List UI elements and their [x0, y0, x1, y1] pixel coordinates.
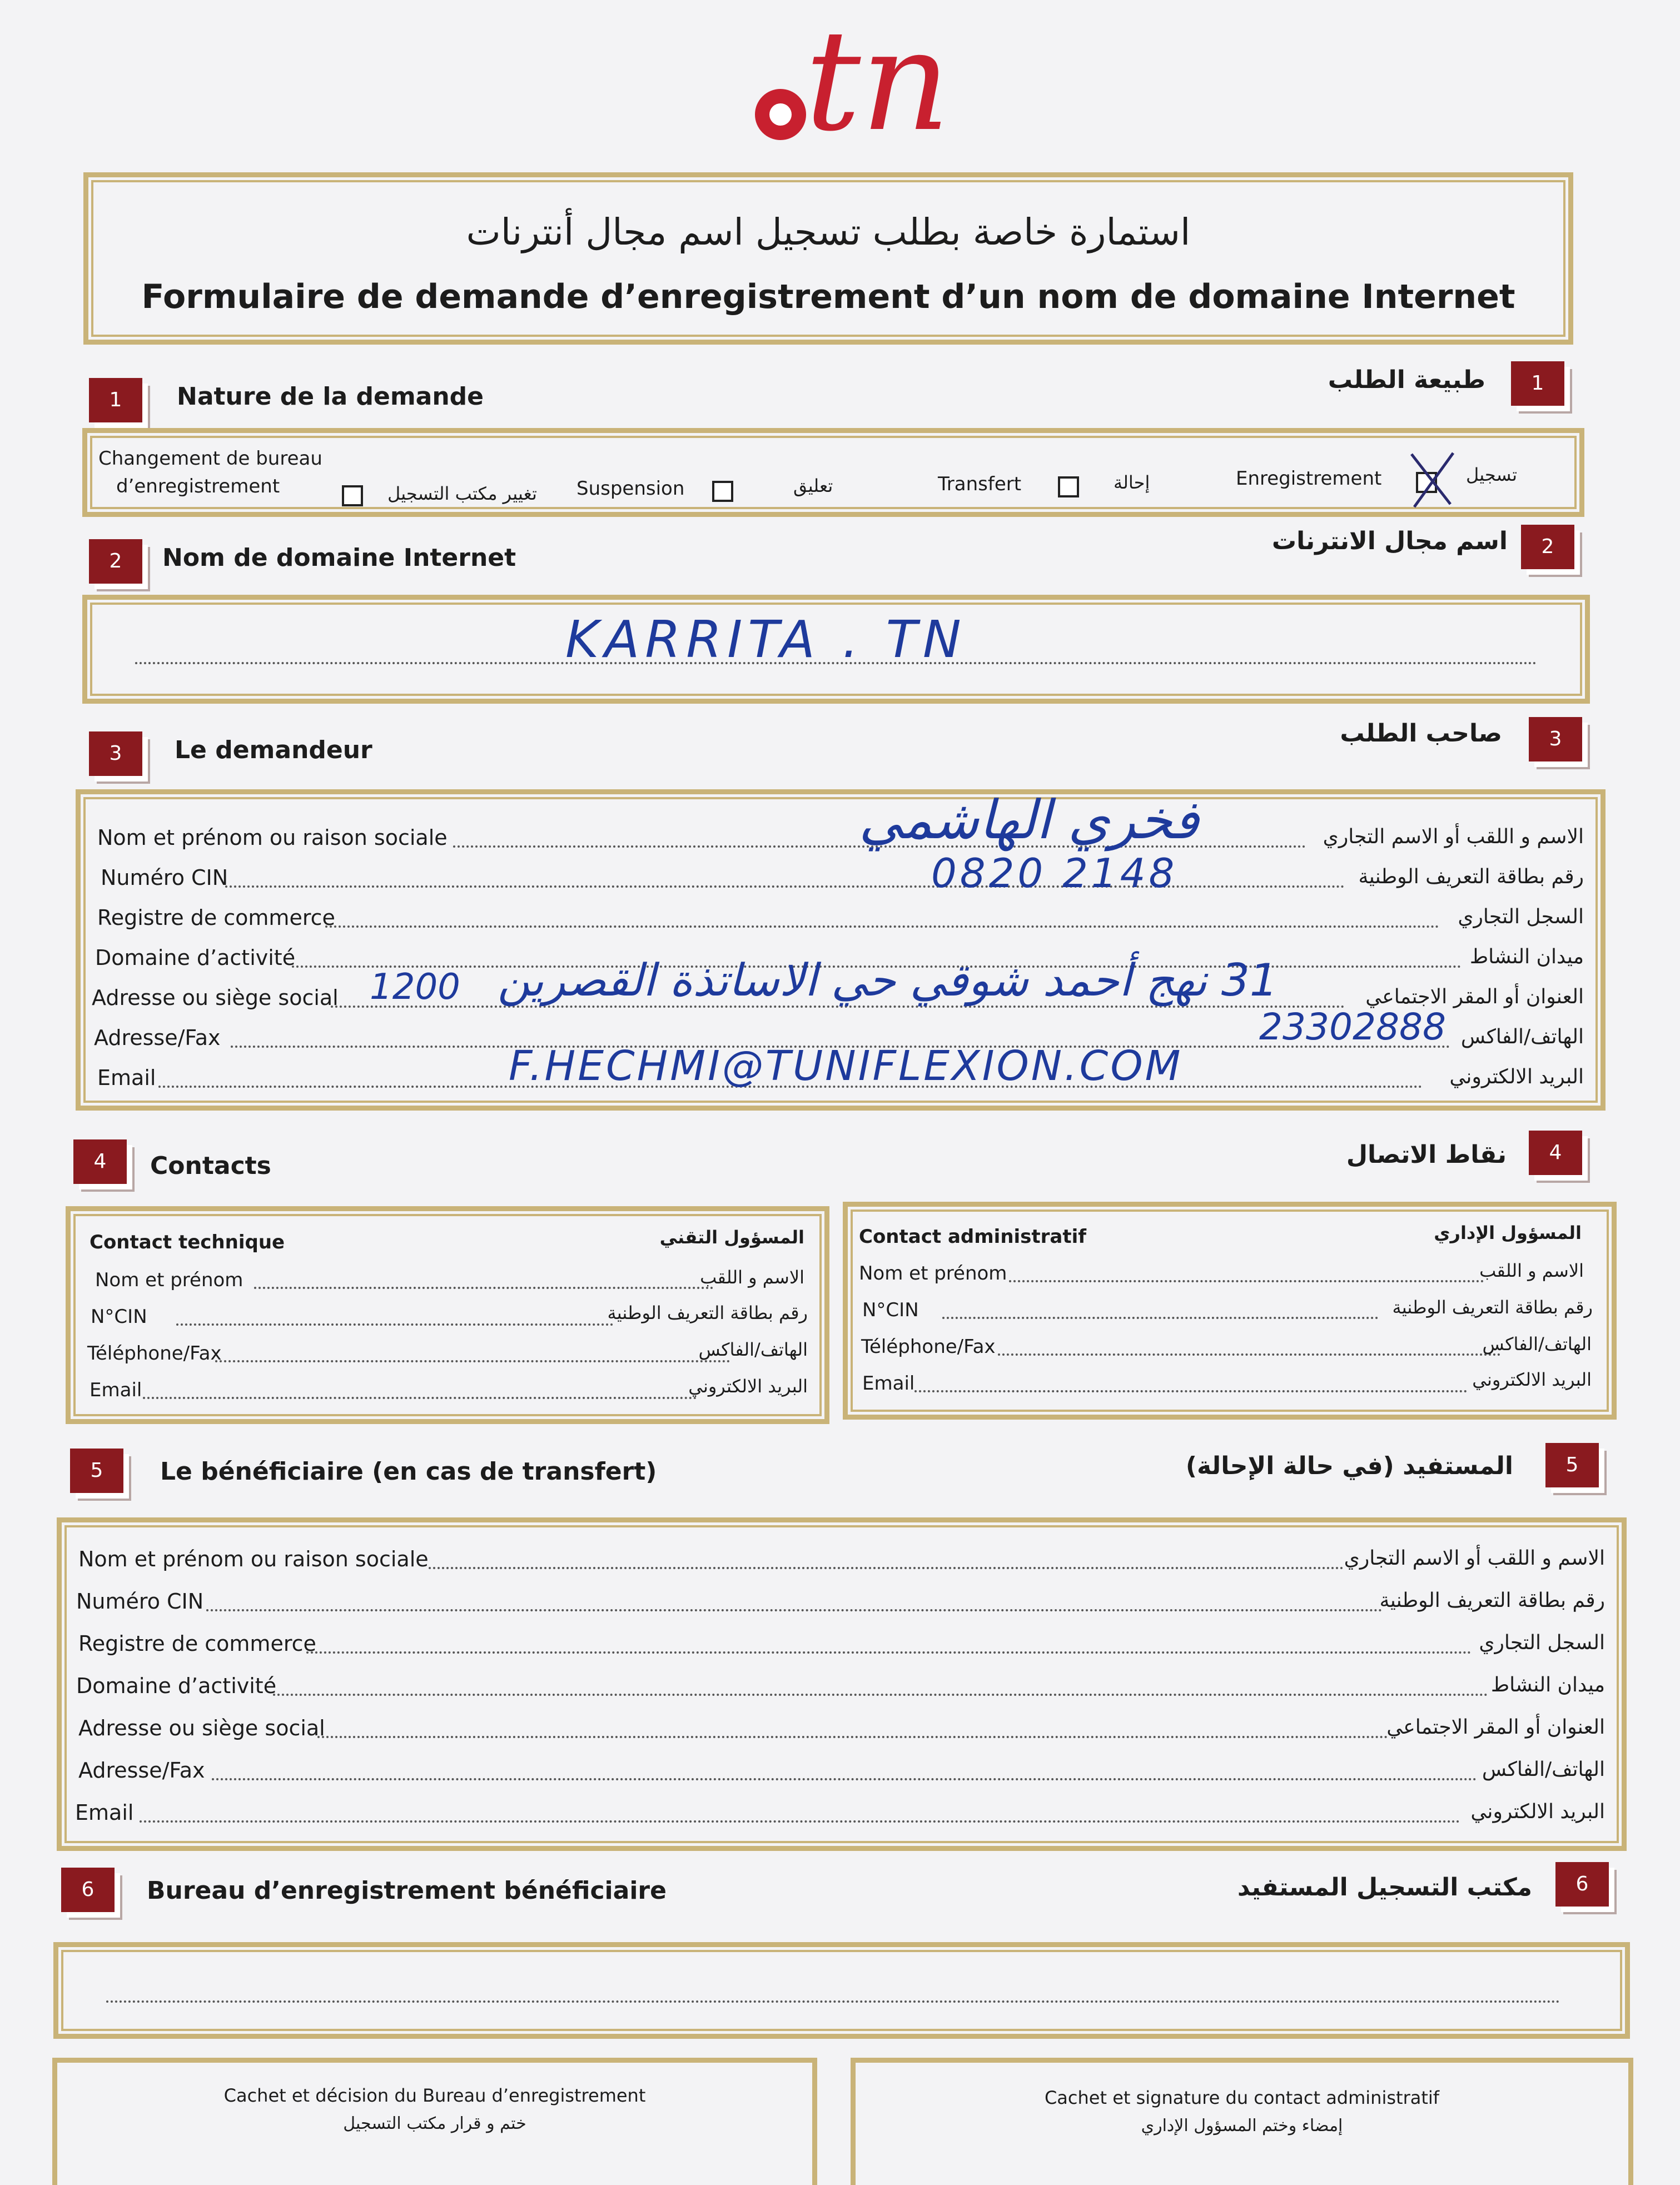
- option-label-fr: d’enregistrement: [116, 475, 280, 497]
- field-label-ar: الهاتف/الفاكس: [698, 1339, 808, 1360]
- field-label-fr: Nom et prénom: [859, 1262, 1007, 1285]
- dotted-line: [317, 1736, 1388, 1738]
- checkbox-enregistrement[interactable]: [1416, 472, 1437, 493]
- field-label-ar: رقم بطاقة التعريف الوطنية: [1392, 1297, 1593, 1318]
- field-label-ar: العنوان أو المقر الاجتماعي: [1386, 1716, 1605, 1739]
- section-number: 2: [1521, 525, 1574, 569]
- field-label-fr: Numéro CIN: [76, 1589, 204, 1614]
- applicant-row: [97, 865, 1584, 893]
- field-label-ar: الاسم و اللقب: [700, 1267, 804, 1288]
- field-label-ar: الهاتف/الفاكس: [1482, 1333, 1592, 1355]
- contact-technique-box: [66, 1206, 829, 1424]
- contact-title-fr: Contact technique: [90, 1231, 285, 1253]
- handwritten-zip: 1200: [370, 967, 460, 1008]
- field-label-ar: الاسم و اللقب: [1479, 1260, 1584, 1281]
- checkbox-transfert[interactable]: [1058, 476, 1079, 497]
- field-label-ar: البريد الالكتروني: [1449, 1066, 1584, 1088]
- section-number: 4: [1529, 1131, 1582, 1175]
- contact-title-ar: المسؤول التقني: [659, 1227, 804, 1248]
- field-label-fr: Email: [90, 1379, 142, 1401]
- tn-logo: [745, 0, 951, 162]
- field-label-ar: البريد الالكتروني: [688, 1376, 808, 1397]
- signature-box-admin: [851, 2058, 1633, 2185]
- section-number: 5: [70, 1449, 123, 1493]
- section-title-ar: المستفيد (في حالة الإحالة): [1185, 1452, 1513, 1480]
- field-label-fr: Adresse/Fax: [78, 1758, 205, 1783]
- nature-box: [82, 428, 1584, 517]
- field-label-fr: Email: [97, 1066, 156, 1090]
- section-title-ar: اسم مجال الانترنات: [1271, 527, 1508, 555]
- field-label-ar: ميدان النشاط: [1469, 945, 1584, 968]
- field-label-ar: السجل التجاري: [1458, 905, 1584, 928]
- field-label-ar: الاسم و اللقب أو الاسم التجاري: [1344, 1547, 1605, 1570]
- dotted-line: [176, 1323, 613, 1326]
- field-label-fr: N°CIN: [91, 1306, 147, 1328]
- option-label-fr: Enregistrement: [1236, 467, 1382, 490]
- section-title-ar: مكتب التسجيل المستفيد: [1237, 1873, 1532, 1902]
- field-label-ar: السجل التجاري: [1479, 1631, 1605, 1654]
- section-title-fr: Bureau d’enregistrement bénéficiaire: [147, 1877, 667, 1905]
- section-number: 1: [89, 378, 142, 422]
- field-label-ar: رقم بطاقة التعريف الوطنية: [1358, 865, 1584, 888]
- field-label-ar: الهاتف/الفاكس: [1482, 1758, 1605, 1781]
- section-number: 5: [1545, 1443, 1599, 1487]
- field-label-fr: Domaine d’activité: [95, 945, 296, 970]
- dotted-line: [140, 1820, 1460, 1823]
- field-label-fr: Nom et prénom ou raison sociale: [78, 1547, 429, 1571]
- handwritten-address: 31 نهج أحمد شوقي حي الاساتذة القصرين: [498, 954, 1278, 1006]
- dotted-line: [429, 1567, 1344, 1569]
- section-number: 6: [61, 1868, 115, 1912]
- section-number: 3: [89, 731, 142, 776]
- section-title-fr: Nom de domaine Internet: [162, 544, 516, 572]
- field-label-fr: Adresse ou siège social: [92, 986, 339, 1010]
- field-label-fr: Téléphone/Fax: [87, 1342, 222, 1365]
- contact-administratif-box: [843, 1202, 1617, 1420]
- dotted-line: [273, 1694, 1488, 1696]
- check-cross-icon: [1406, 449, 1462, 515]
- dotted-line: [306, 1651, 1472, 1654]
- field-label-ar: رقم بطاقة التعريف الوطنية: [1379, 1589, 1605, 1612]
- beneficiary-row: [75, 1800, 1605, 1828]
- section-title-fr: Contacts: [150, 1152, 271, 1180]
- field-label-ar: البريد الالكتروني: [1470, 1800, 1605, 1823]
- field-label-ar: البريد الالكتروني: [1472, 1369, 1592, 1390]
- beneficiary-row: [78, 1589, 1605, 1617]
- section-title-ar: طبيعة الطلب: [1328, 366, 1485, 394]
- dotted-line: [914, 1390, 1467, 1392]
- dotted-line: [1009, 1280, 1484, 1282]
- contact-title-ar: المسؤول الإداري: [1434, 1222, 1582, 1243]
- section-title-fr: Nature de la demande: [177, 382, 484, 411]
- section-title-fr: Le demandeur: [175, 736, 372, 764]
- dotted-line: [215, 1360, 730, 1362]
- option-label-fr: Changement de bureau: [98, 447, 322, 470]
- option-label-ar: تغيير مكتب التسجيل: [387, 483, 537, 504]
- signature-box-bureau: [52, 2058, 817, 2185]
- section-title-ar: صاحب الطلب: [1340, 719, 1502, 748]
- dotted-line: [206, 1609, 1383, 1611]
- bureau-box: [53, 1942, 1630, 2039]
- field-label-ar: ميدان النشاط: [1490, 1674, 1605, 1696]
- contact-title-fr: Contact administratif: [859, 1226, 1087, 1248]
- logo-text: tn: [805, 0, 951, 162]
- field-label-fr: Email: [75, 1800, 134, 1825]
- signature-title-fr: Cachet et signature du contact administratif: [1044, 2087, 1440, 2108]
- section-number: 1: [1511, 361, 1564, 406]
- domain-box: [82, 595, 1590, 704]
- field-label-fr: Numéro CIN: [101, 865, 228, 890]
- dotted-line: [143, 1397, 697, 1399]
- beneficiary-row: [78, 1758, 1605, 1786]
- option-label-ar: تسجيل: [1466, 464, 1517, 485]
- field-label-ar: الهاتف/الفاكس: [1460, 1026, 1584, 1048]
- section-number: 3: [1529, 717, 1582, 761]
- form-title-fr: Formulaire de demande d’enregistrement d’un nom de domaine Internet: [141, 277, 1515, 316]
- dotted-line: [998, 1353, 1500, 1356]
- applicant-row: [97, 905, 1584, 933]
- option-label-ar: تعليق: [793, 475, 833, 496]
- field-label-fr: Téléphone/Fax: [861, 1336, 996, 1358]
- field-label-fr: Adresse ou siège social: [78, 1716, 325, 1740]
- field-label-ar: الاسم و اللقب أو الاسم التجاري: [1323, 825, 1584, 848]
- domain-name-value: KARRITA . TN: [565, 610, 967, 669]
- form-title-box: [83, 172, 1573, 345]
- checkbox-changement[interactable]: [342, 485, 363, 506]
- beneficiary-row: [78, 1674, 1605, 1701]
- section-title-ar: نقاط الاتصال: [1346, 1141, 1507, 1169]
- dotted-line: [325, 925, 1439, 928]
- field-label-fr: Registre de commerce: [97, 905, 335, 930]
- applicant-row: [97, 825, 1584, 853]
- beneficiary-row: [78, 1547, 1605, 1575]
- field-label-fr: Adresse/Fax: [94, 1026, 221, 1050]
- checkbox-suspension[interactable]: [712, 481, 733, 502]
- section-number: 6: [1555, 1862, 1609, 1907]
- tunisia-flag-icon: [755, 89, 806, 140]
- field-label-fr: Email: [862, 1372, 915, 1395]
- field-label-fr: Nom et prénom ou raison sociale: [97, 825, 451, 850]
- option-label-fr: Suspension: [576, 477, 685, 500]
- dotted-line: [942, 1317, 1378, 1319]
- beneficiary-box: [57, 1517, 1627, 1851]
- signature-title-ar: إمضاء وختم المسؤول الإداري: [1141, 2116, 1343, 2136]
- section-title-fr: Le bénéficiaire (en cas de transfert): [160, 1457, 657, 1486]
- signature-title-ar: ختم و قرار مكتب التسجيل: [343, 2114, 526, 2133]
- field-label-fr: Domaine d’activité: [76, 1674, 277, 1698]
- handwritten-name: فخري الهاشمي: [859, 789, 1199, 851]
- handwritten-email: F.HECHMI@TUNIFLEXION.COM: [509, 1042, 1183, 1090]
- applicant-box: [76, 789, 1606, 1111]
- field-label-fr: N°CIN: [862, 1299, 919, 1321]
- section-number: 2: [89, 539, 142, 584]
- handwritten-cin: 0820 2148: [931, 850, 1178, 897]
- dotted-line: [106, 2000, 1560, 2003]
- option-label-ar: إحالة: [1114, 472, 1150, 493]
- form-title-ar: استمارة خاصة بطلب تسجيل اسم مجال أنترنات: [466, 211, 1191, 253]
- beneficiary-row: [78, 1716, 1605, 1744]
- option-label-fr: Transfert: [938, 473, 1022, 495]
- signature-title-fr: Cachet et décision du Bureau d’enregistrement: [223, 2085, 646, 2106]
- section-number: 4: [73, 1139, 127, 1184]
- field-label-ar: رقم بطاقة التعريف الوطنية: [607, 1302, 808, 1323]
- field-label-ar: العنوان أو المقر الاجتماعي: [1365, 986, 1584, 1008]
- field-label-fr: Nom et prénom: [95, 1269, 243, 1291]
- dotted-line: [212, 1778, 1477, 1780]
- handwritten-phone: 23302888: [1259, 1006, 1446, 1048]
- field-label-fr: Registre de commerce: [78, 1631, 316, 1656]
- beneficiary-row: [78, 1631, 1605, 1659]
- dotted-line: [254, 1287, 713, 1289]
